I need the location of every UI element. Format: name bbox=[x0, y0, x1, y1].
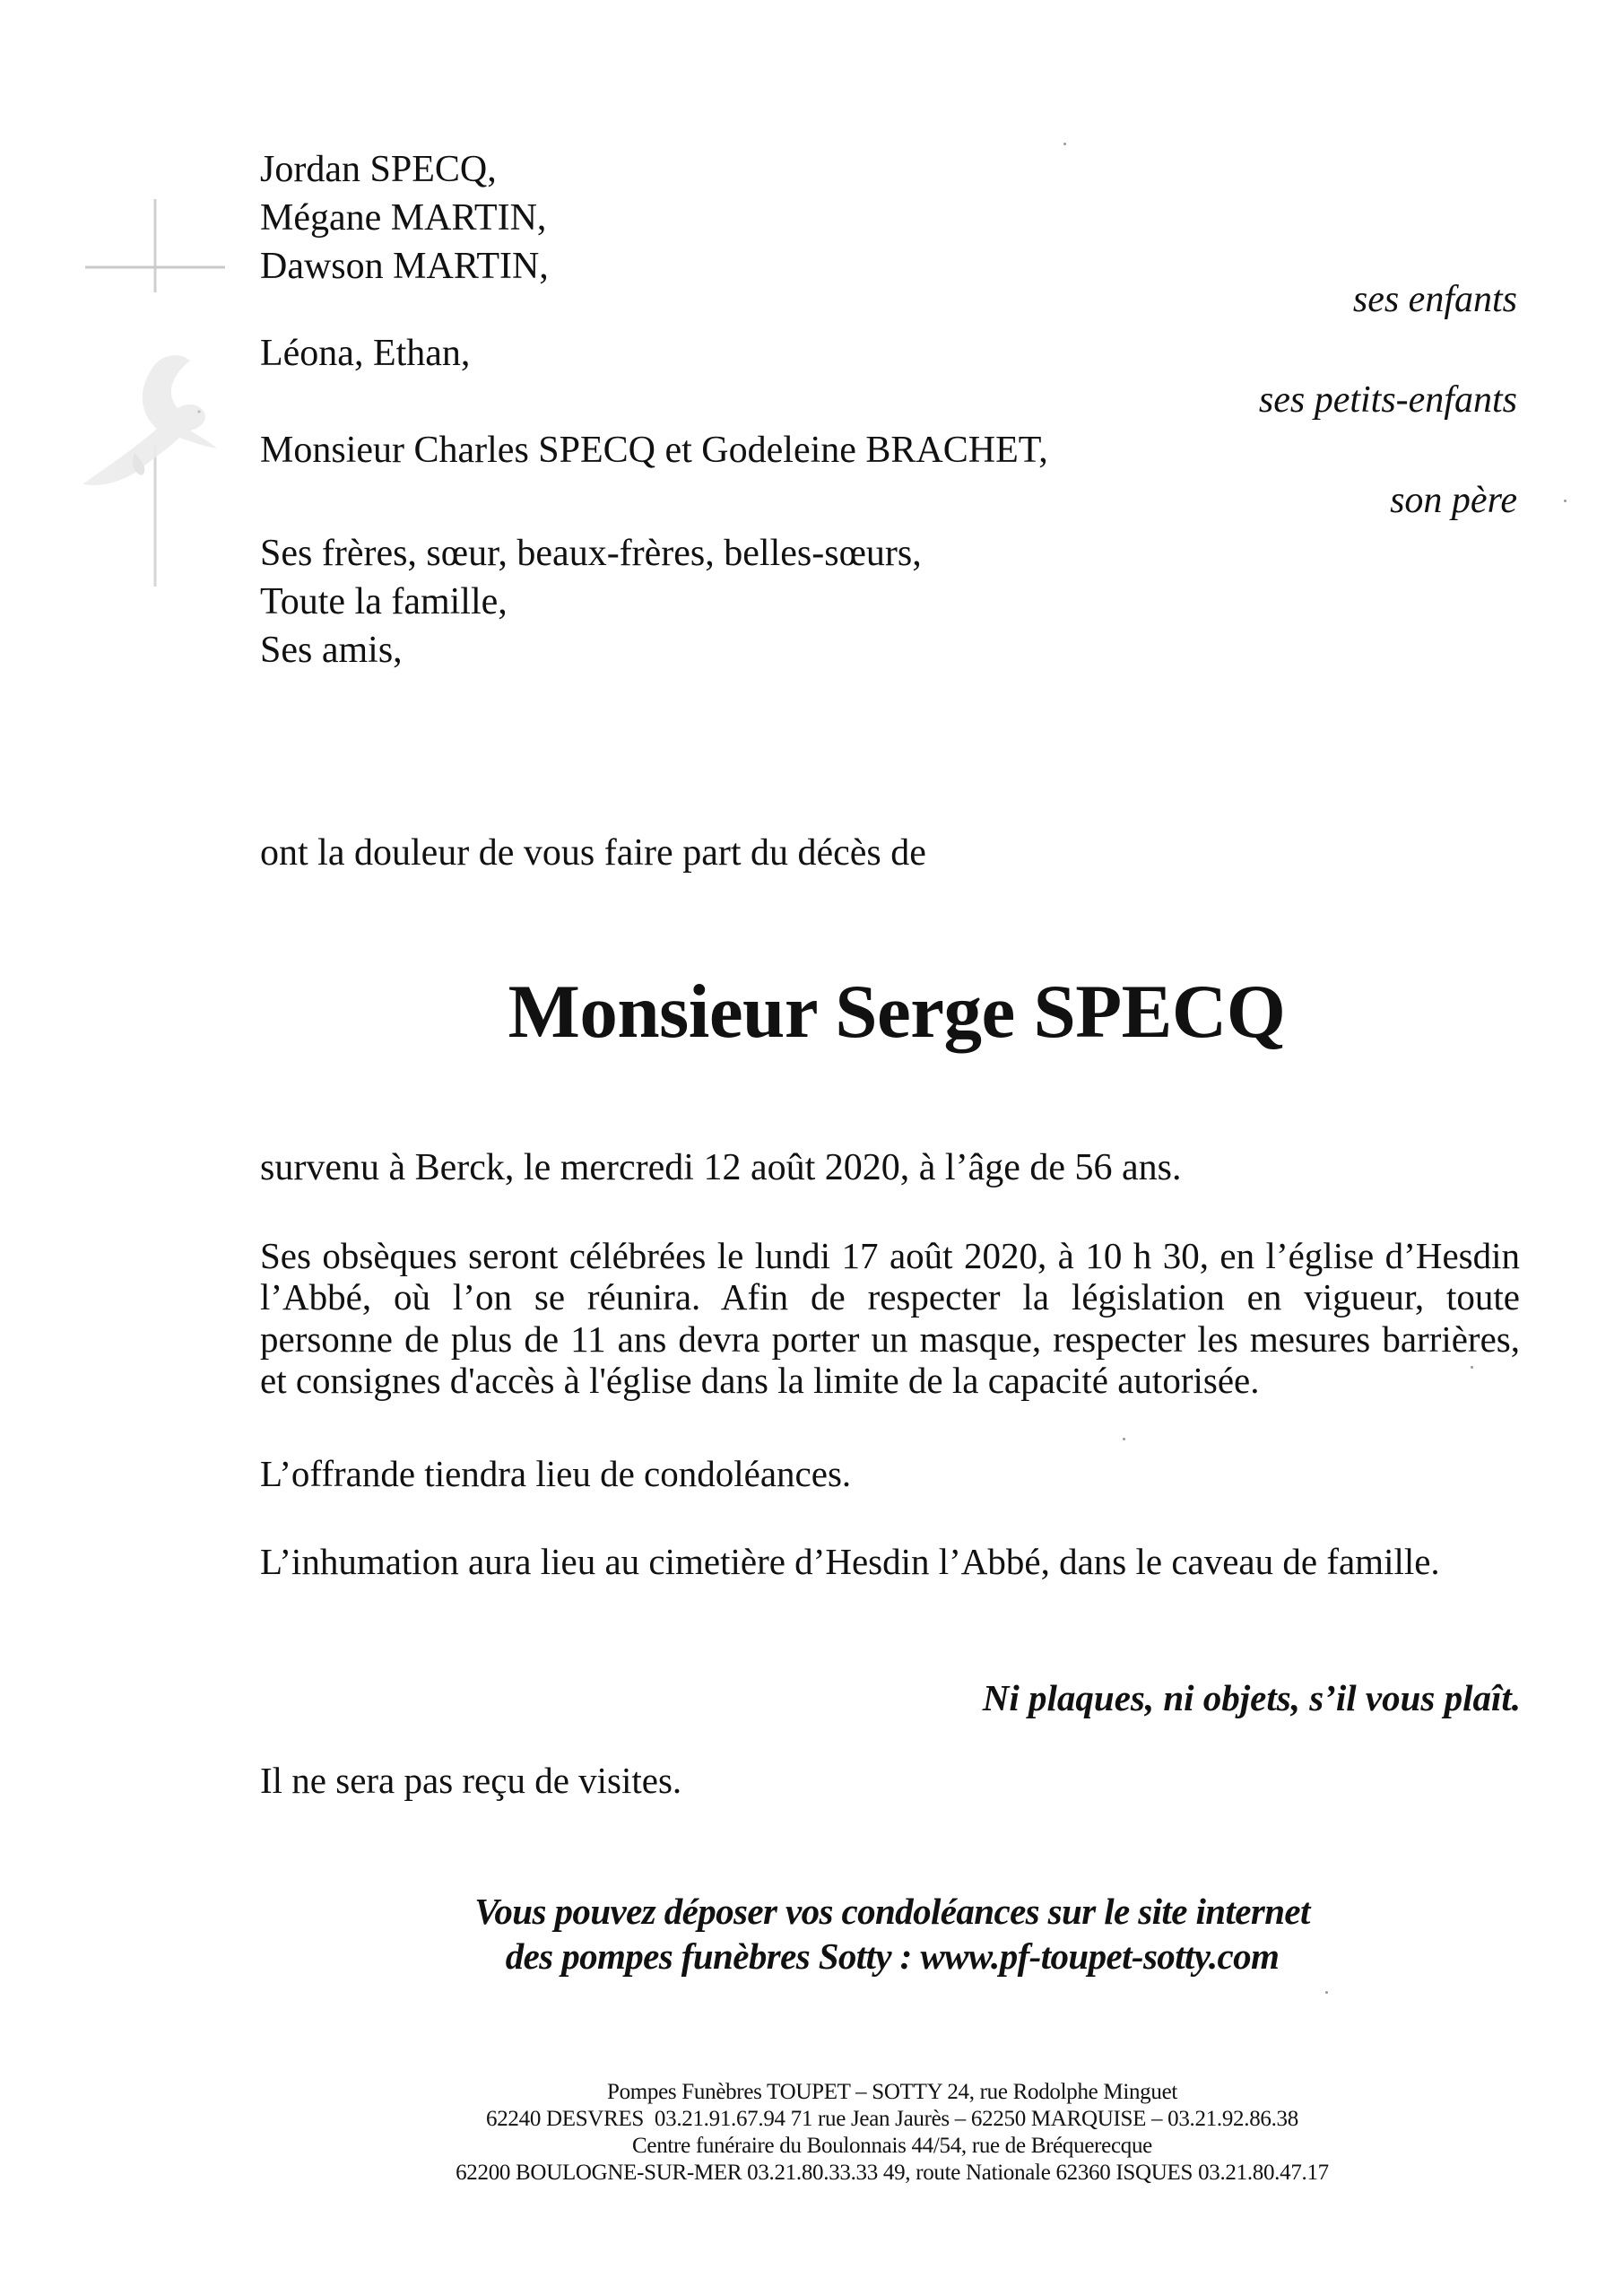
family-friends: Ses amis, bbox=[260, 630, 403, 671]
family-child-2: Mégane MARTIN, bbox=[260, 197, 547, 239]
deceased-name: Monsieur Serge SPECQ bbox=[508, 970, 1286, 1054]
scan-speck bbox=[1564, 500, 1567, 502]
funeral-paragraph-line: Ses obsèques seront célébrées le lundi 17 août 2020, à 10 h 30, en l’église d’Hesdin bbox=[260, 1235, 1520, 1276]
condolences-line-1: Vous pouvez déposer vos condoléances sur le site internet bbox=[474, 1891, 1310, 1932]
scan-speck bbox=[1123, 1438, 1125, 1440]
footer-line-4: 62200 BOULOGNE-SUR-MER 03.21.80.33.33 49, route Nationale 62360 ISQUES 03.21.80.47.17 bbox=[456, 2161, 1329, 2185]
family-child-1: Jordan SPECQ, bbox=[260, 149, 497, 190]
role-father: son père bbox=[1390, 480, 1517, 521]
cross-dove-decoration bbox=[0, 0, 269, 628]
condolences-line-2: des pompes funèbres Sotty : www.pf-toupet-sotty.com bbox=[505, 1935, 1280, 1977]
announcement-text: ont la douleur de vous faire part du décès de bbox=[260, 832, 926, 874]
funeral-paragraph-line: l’Abbé, où l’on se réunira. Afin de respecter la législation en vigueur, toute bbox=[260, 1276, 1520, 1318]
funeral-paragraph-line: personne de plus de 11 ans devra porter un masque, respecter les mesures barrières, bbox=[260, 1318, 1520, 1360]
role-grandchildren: ses petits-enfants bbox=[1258, 379, 1517, 421]
no-visits-notice: Il ne sera pas reçu de visites. bbox=[260, 1760, 682, 1801]
burial-text: L’inhumation aura lieu au cimetière d’Hesdin l’Abbé, dans le caveau de famille. bbox=[260, 1541, 1440, 1582]
scan-speck bbox=[1063, 143, 1066, 145]
footer-line-3: Centre funéraire du Boulonnais 44/54, rue de Bréquerecque bbox=[632, 2134, 1152, 2158]
dove-icon bbox=[82, 355, 217, 485]
family-grandchildren: Léona, Ethan, bbox=[260, 333, 471, 374]
family-child-3: Dawson MARTIN, bbox=[260, 246, 549, 287]
funeral-paragraph-line: et consignes d'accès à l'église dans la limite de la capacité autorisée. bbox=[260, 1360, 1260, 1401]
footer-line-2: 62240 DESVRES 03.21.91.67.94 71 rue Jean Jaurès – 62250 MARQUISE – 03.21.92.86.38 bbox=[486, 2107, 1298, 2131]
no-flowers-notice: Ni plaques, ni objets, s’il vous plaît. bbox=[982, 1677, 1521, 1718]
offering-text: L’offrande tiendra lieu de condoléances. bbox=[260, 1453, 852, 1494]
role-children: ses enfants bbox=[1352, 279, 1517, 320]
scan-speck bbox=[1325, 1991, 1328, 1994]
family-father: Monsieur Charles SPECQ et Godeleine BRACHET, bbox=[260, 430, 1048, 471]
family-siblings: Ses frères, sœur, beaux-frères, belles-sœurs, bbox=[260, 533, 922, 574]
footer-line-1: Pompes Funèbres TOUPET – SOTTY 24, rue Rodolphe Minguet bbox=[606, 2080, 1178, 2104]
death-info: survenu à Berck, le mercredi 12 août 2020, à l’âge de 56 ans. bbox=[260, 1147, 1182, 1188]
family-all: Toute la famille, bbox=[260, 581, 508, 622]
